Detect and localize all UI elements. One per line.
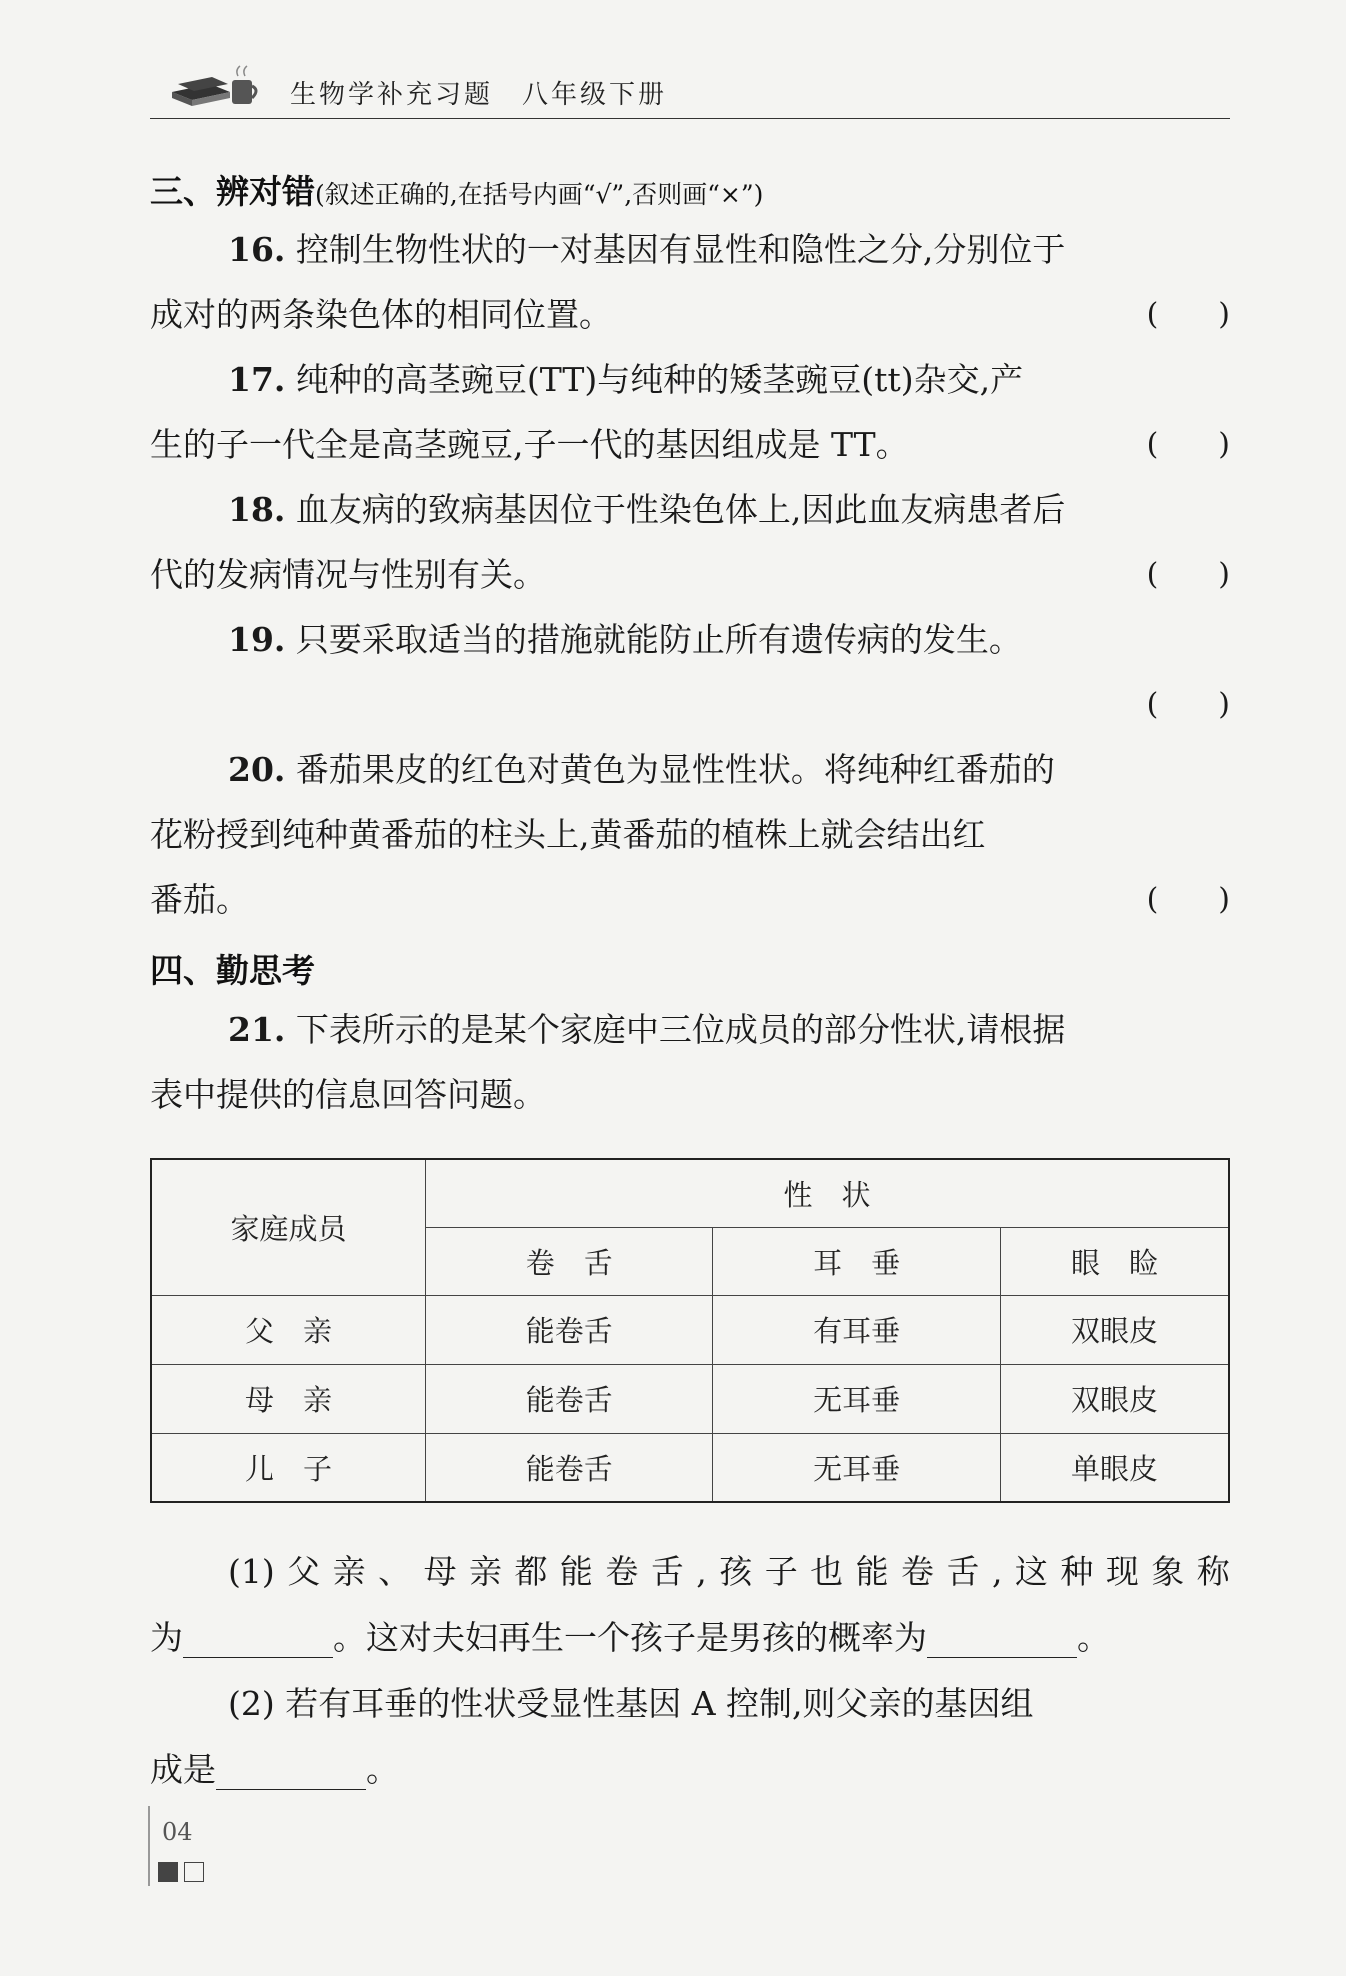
sub1-text-b: 。这对夫妇再生一个孩子是男孩的概率为 [333, 1618, 927, 1657]
sub1-char: 现 [1105, 1552, 1139, 1591]
q19-number: 19. [228, 620, 286, 659]
q20-number: 20. [228, 750, 286, 789]
q21-line2 [150, 1075, 1230, 1115]
q20-line3 [150, 880, 1230, 920]
sub1-char: 称 [1196, 1552, 1230, 1591]
sub1-char: 舌 [946, 1552, 980, 1591]
section-3-heading [150, 166, 763, 213]
q17-line1 [228, 360, 1230, 400]
q18-line1 [228, 490, 1230, 530]
member-cell: 父 亲 [151, 1295, 425, 1364]
q17-number: 17. [228, 360, 286, 399]
q19-text1: 只要采取适当的措施就能防止所有遗传病的发生。 [295, 620, 1022, 659]
sub2-line1 [228, 1684, 1230, 1724]
q16-text2: 成对的两条染色体的相同位置。 [150, 295, 612, 334]
table-cell: 无耳垂 [713, 1364, 1000, 1433]
q20-text3: 番茄。 [150, 880, 249, 919]
member-cell: 儿 子 [151, 1433, 425, 1502]
books-cup-icon [170, 62, 260, 112]
section-3-note: (叙述正确的,在括号内画“√”,否则画“×”) [315, 180, 764, 209]
page-header [150, 58, 1230, 119]
q17-text2: 生的子一代全是高茎豌豆,子一代的基因组成是 TT。 [150, 425, 909, 464]
book-title: 生物学补充习题 八年级下册 [290, 80, 668, 110]
sub1-text-a: 为 [150, 1618, 183, 1657]
q20-line2 [150, 815, 1230, 855]
column-header: 眼 睑 [1000, 1227, 1229, 1295]
sub1-blank-2[interactable] [927, 1623, 1077, 1658]
q21-number: 21. [228, 1010, 286, 1049]
trait-header: 性 状 [425, 1159, 1229, 1227]
sub2-blank[interactable] [216, 1755, 366, 1790]
traits-table [150, 1158, 1230, 1503]
sub1-text-c: 。 [1077, 1618, 1110, 1657]
sub1-char: 、 [378, 1552, 412, 1591]
sub1-char: 卷 [605, 1552, 639, 1591]
sub1-char: 亲 [332, 1552, 366, 1591]
table-cell: 能卷舌 [425, 1364, 712, 1433]
filled-square-icon [158, 1862, 178, 1882]
footer-divider [148, 1806, 150, 1886]
sub1-char: 能 [855, 1552, 889, 1591]
column-header: 卷 舌 [425, 1227, 712, 1295]
sub1-char: (1) [228, 1552, 275, 1591]
sub1-char: 这 [1014, 1552, 1048, 1591]
sub1-char: 孩 [719, 1552, 753, 1591]
sub1-char: 舌 [650, 1552, 684, 1591]
sub2-text-b: 。 [366, 1750, 399, 1789]
q21-text2: 表中提供的信息回答问题。 [150, 1075, 546, 1114]
section-3-title: 三、辨对错 [150, 172, 315, 211]
empty-square-icon [184, 1862, 204, 1882]
q19-line1 [228, 620, 1230, 660]
sub1-char: 也 [810, 1552, 844, 1591]
sub1-char: 能 [559, 1552, 593, 1591]
sub1-char: 种 [1060, 1552, 1094, 1591]
q20-answer-bracket[interactable]: ( ) [1146, 882, 1230, 917]
q16-line1 [228, 230, 1230, 270]
member-header: 家庭成员 [151, 1159, 425, 1295]
q16-answer-bracket[interactable]: ( ) [1146, 297, 1230, 332]
table-row [151, 1295, 1229, 1364]
q20-line1 [228, 750, 1230, 790]
member-cell: 母 亲 [151, 1364, 425, 1433]
sub1-blank-1[interactable] [183, 1623, 333, 1658]
q19-answer-bracket[interactable]: ( ) [1146, 687, 1230, 722]
q16-number: 16. [228, 230, 286, 269]
q17-line2 [150, 425, 1230, 465]
table-cell: 双眼皮 [1000, 1364, 1229, 1433]
table-cell: 能卷舌 [425, 1433, 712, 1502]
sub1-char: , [991, 1552, 1003, 1591]
sub1-char: 象 [1151, 1552, 1185, 1591]
sub1-line2 [150, 1618, 1230, 1658]
q16-text1: 控制生物性状的一对基因有显性和隐性之分,分别位于 [295, 230, 1066, 269]
table-cell: 无耳垂 [713, 1433, 1000, 1502]
sub2-text1: (2) 若有耳垂的性状受显性基因 A 控制,则父亲的基因组 [228, 1684, 1034, 1723]
q17-answer-bracket[interactable]: ( ) [1146, 427, 1230, 462]
sub1-char: 父 [287, 1552, 321, 1591]
table-cell: 双眼皮 [1000, 1295, 1229, 1364]
sub2-text-a: 成是 [150, 1750, 216, 1789]
sub1-char: 都 [514, 1552, 548, 1591]
sub1-line1 [228, 1552, 1230, 1592]
q18-text2: 代的发病情况与性别有关。 [150, 555, 546, 594]
table-row [151, 1433, 1229, 1502]
sub1-char: 母 [423, 1552, 457, 1591]
q21-text1: 下表所示的是某个家庭中三位成员的部分性状,请根据 [295, 1010, 1066, 1049]
table-cell: 有耳垂 [713, 1295, 1000, 1364]
q18-line2 [150, 555, 1230, 595]
q20-text2: 花粉授到纯种黄番茄的柱头上,黄番茄的植株上就会结出红 [150, 815, 986, 854]
q17-text1: 纯种的高茎豌豆(TT)与纯种的矮茎豌豆(tt)杂交,产 [295, 360, 1024, 399]
sub1-char: 子 [764, 1552, 798, 1591]
q18-text1: 血友病的致病基因位于性染色体上,因此血友病患者后 [295, 490, 1066, 529]
sub1-char: 卷 [901, 1552, 935, 1591]
column-header: 耳 垂 [713, 1227, 1000, 1295]
page-number: 04 [162, 1818, 193, 1846]
sub1-char: , [696, 1552, 707, 1591]
q20-text1: 番茄果皮的红色对黄色为显性性状。将纯种红番茄的 [295, 750, 1055, 789]
section-4-heading [150, 945, 315, 992]
q18-answer-bracket[interactable]: ( ) [1146, 557, 1230, 592]
sub1-char: 亲 [469, 1552, 503, 1591]
table-cell: 能卷舌 [425, 1295, 712, 1364]
table-header-row [151, 1159, 1229, 1227]
q21-line1 [228, 1010, 1230, 1050]
table-row [151, 1364, 1229, 1433]
section-4-title: 四、勤思考 [150, 951, 315, 990]
q18-number: 18. [228, 490, 286, 529]
q16-line2 [150, 295, 1230, 335]
table-cell: 单眼皮 [1000, 1433, 1229, 1502]
sub2-line2 [150, 1750, 1230, 1790]
